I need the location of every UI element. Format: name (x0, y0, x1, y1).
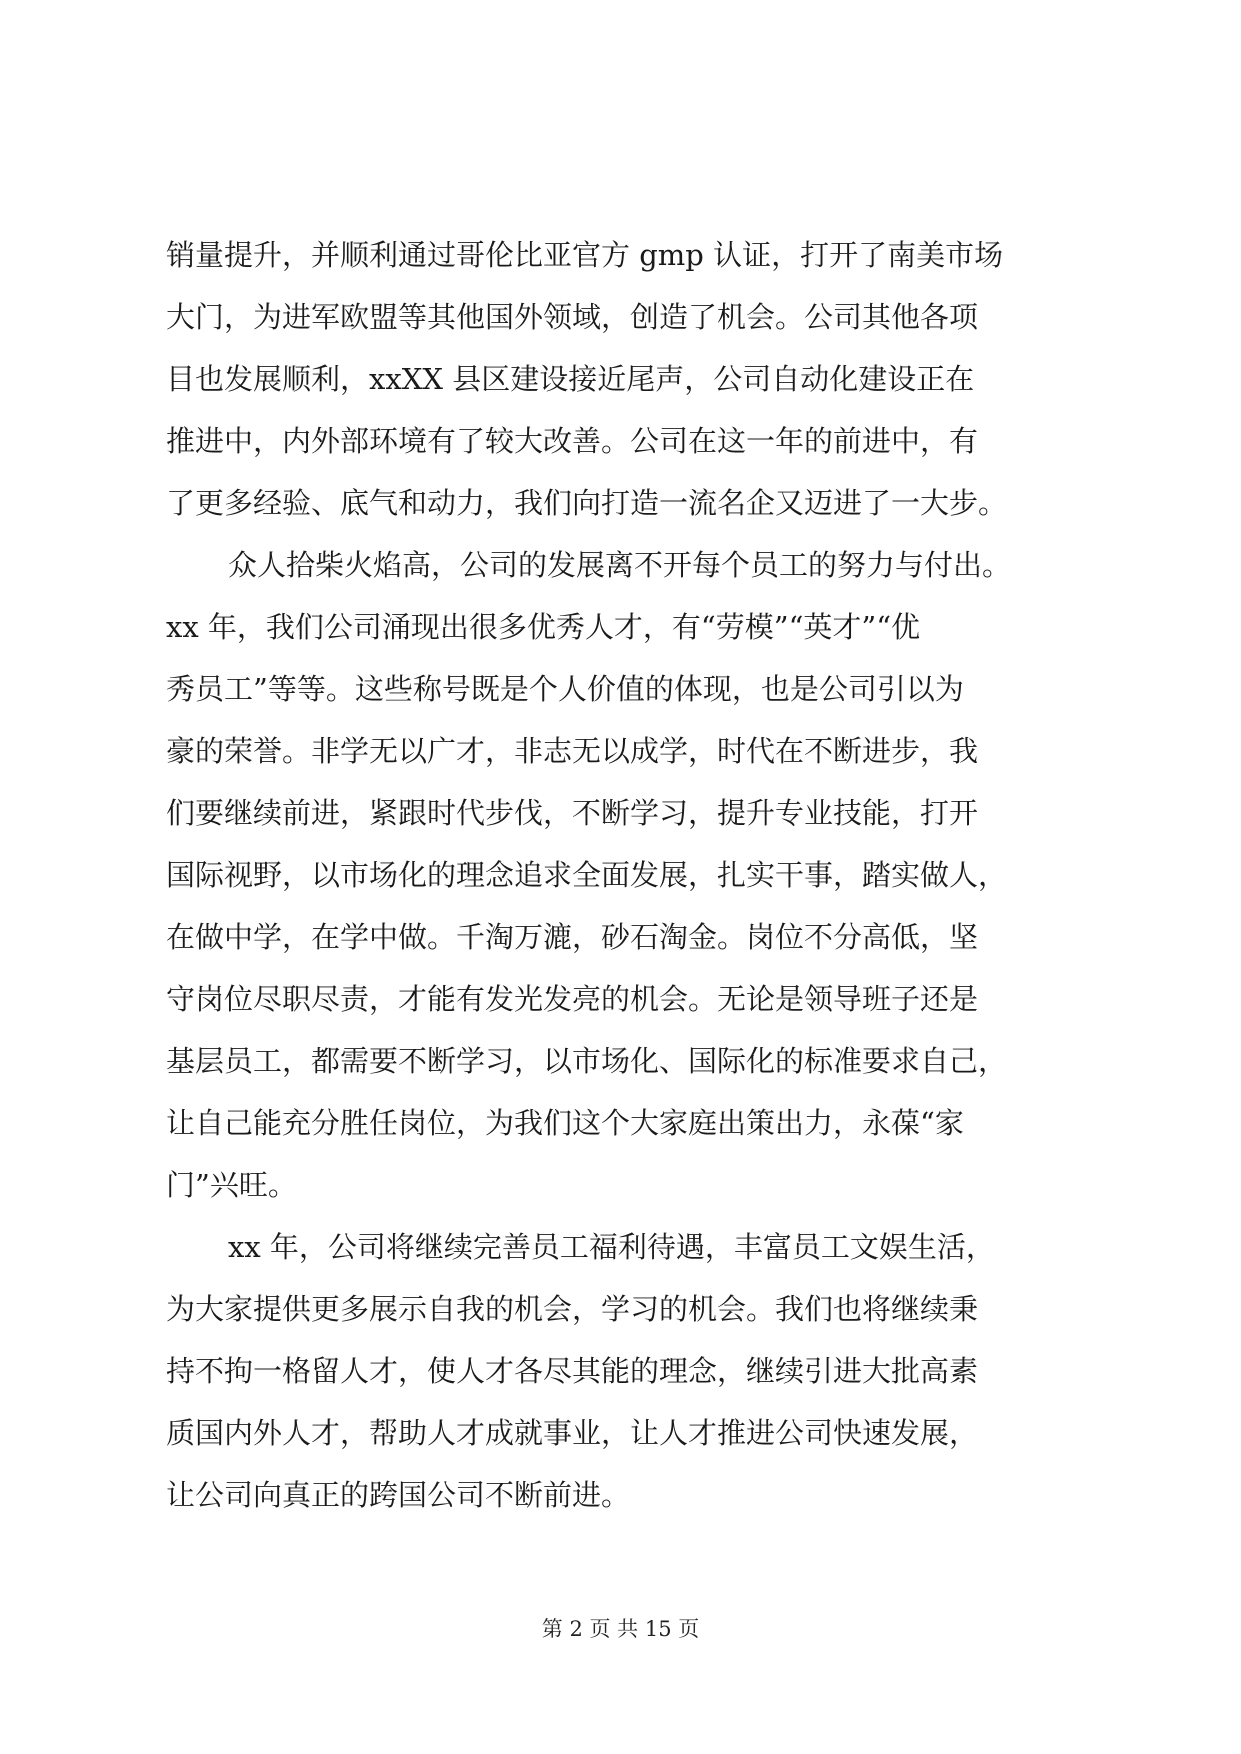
text-line: 基层员工，都需要不断学习，以市场化、国际化的标准要求自己， (166, 1044, 1008, 1078)
text-line: 国际视野，以市场化的理念追求全面发展，扎实干事，踏实做人， (166, 858, 1008, 892)
paragraph-start-line: 众人拾柴火焰高，公司的发展离不开每个员工的努力与付出。 (228, 548, 1012, 582)
text-line: 大门，为进军欧盟等其他国外领域，创造了机会。公司其他各项 (166, 300, 979, 334)
paragraph-start-line: xx 年，公司将继续完善员工福利待遇，丰富员工文娱生活， (228, 1230, 995, 1264)
page-number-footer: 第 2 页 共 15 页 (541, 1617, 700, 1641)
text-line: 让自己能充分胜任岗位，为我们这个大家庭出策出力，永葆“家 (166, 1106, 964, 1140)
document-body (166, 224, 1078, 1526)
text-line: 持不拘一格留人才，使人才各尽其能的理念，继续引进大批高素 (166, 1354, 979, 1388)
text-line: 了更多经验、底气和动力，我们向打造一流名企又迈进了一大步。 (166, 486, 1008, 520)
text-line: 守岗位尽职尽责，才能有发光发亮的机会。无论是领导班子还是 (166, 982, 979, 1016)
text-line: 豪的荣誉。非学无以广才，非志无以成学，时代在不断进步，我 (166, 734, 979, 768)
text-line: xx 年，我们公司涌现出很多优秀人才，有“劳模”“英才”“优 (166, 610, 921, 644)
text-line: 秀员工”等等。这些称号既是个人价值的体现，也是公司引以为 (166, 672, 964, 706)
text-line: 为大家提供更多展示自我的机会，学习的机会。我们也将继续秉 (166, 1292, 979, 1326)
text-line: 们要继续前进，紧跟时代步伐，不断学习，提升专业技能，打开 (166, 796, 979, 830)
text-line: 让公司向真正的跨国公司不断前进。 (166, 1478, 631, 1512)
text-line: 销量提升，并顺利通过哥伦比亚官方 gmp 认证，打开了南美市场 (166, 238, 1004, 272)
text-line: 在做中学，在学中做。千淘万漉，砂石淘金。岗位不分高低，坚 (166, 920, 979, 954)
text-line: 目也发展顺利，xxXX 县区建设接近尾声，公司自动化建设正在 (166, 362, 975, 396)
text-line: 质国内外人才，帮助人才成就事业，让人才推进公司快速发展， (166, 1416, 979, 1450)
text-line: 门”兴旺。 (166, 1168, 297, 1202)
text-line: 推进中，内外部环境有了较大改善。公司在这一年的前进中，有 (166, 424, 979, 458)
